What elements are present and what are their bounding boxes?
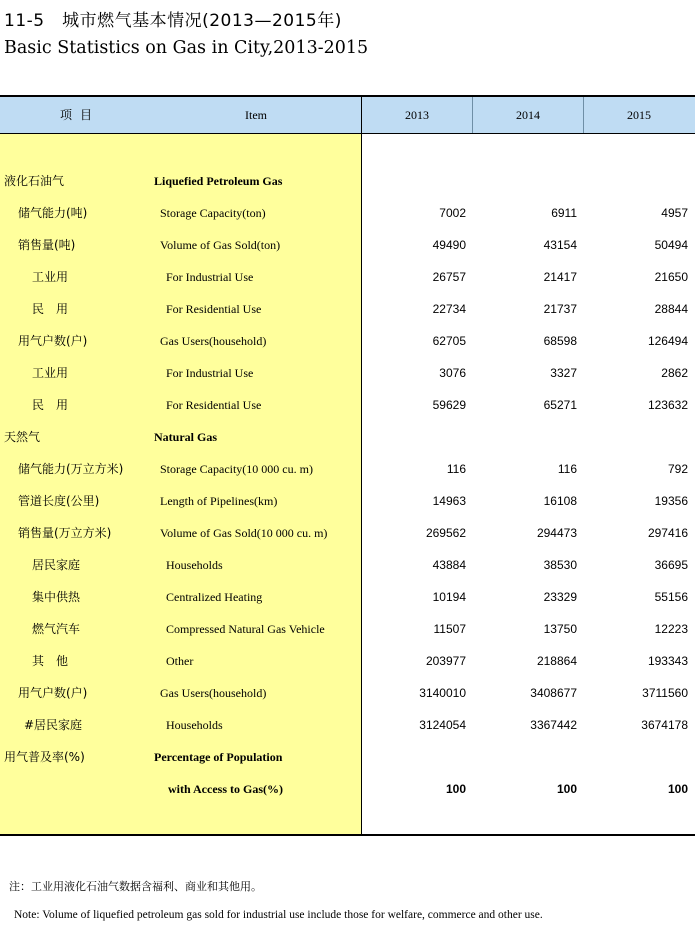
value-cell-2015: 36695	[654, 558, 688, 572]
row-label-cn: 民 用	[32, 398, 69, 412]
row-label-cn: 用气普及率(%)	[4, 750, 85, 764]
value-cell-2015: 123632	[647, 398, 688, 412]
value-cell-2015: 2862	[661, 366, 688, 380]
value-cell-2015	[585, 421, 688, 453]
page-title-en: Basic Statistics on Gas in City,2013-2015	[4, 38, 369, 58]
value-cell-2013: 11507	[433, 622, 466, 636]
table-row	[0, 357, 695, 389]
value-cell-2013: 3124054	[419, 718, 466, 732]
header-item-en: Item	[245, 108, 267, 122]
row-label-en: Compressed Natural Gas Vehicle	[166, 622, 325, 636]
row-label-cn: 储气能力(万立方米)	[18, 462, 124, 476]
row-label-cn: 其 他	[32, 654, 69, 668]
row-label-cn: #居民家庭	[24, 718, 83, 732]
table-row	[0, 613, 695, 645]
row-label-en: For Residential Use	[166, 302, 262, 316]
value-cell-2013: 14963	[432, 494, 466, 508]
header-year-2015: 2015	[627, 108, 651, 122]
footnote-en: Note: Volume of liquefied petroleum gas sold for industrial use include those for welfare, commerce and other use.	[14, 909, 543, 921]
row-label-en: Percentage of Population	[154, 750, 283, 764]
value-cell-2015: 3711560	[642, 686, 688, 700]
value-cell-2013	[362, 165, 466, 197]
value-cell-2015: 126494	[647, 334, 688, 348]
value-cell-2014: 68598	[543, 334, 577, 348]
header-year-2013: 2013	[405, 108, 429, 122]
row-label-cn: 民 用	[32, 302, 69, 316]
table-row	[0, 581, 695, 613]
value-cell-2014: 3408677	[530, 686, 577, 700]
row-label-en: with Access to Gas(%)	[168, 782, 283, 796]
table-row	[0, 293, 695, 325]
value-cell-2015: 193343	[647, 654, 688, 668]
table-row	[0, 261, 695, 293]
row-label-cn: 燃气汽车	[32, 622, 81, 636]
value-cell-2015: 19356	[654, 494, 688, 508]
value-cell-2013	[362, 741, 466, 773]
table-bottom-rule	[0, 834, 695, 836]
value-cell-2014: 21737	[543, 302, 577, 316]
table-row	[0, 741, 695, 773]
row-label-en: Storage Capacity(10 000 cu. m)	[160, 462, 313, 476]
value-cell-2014: 65271	[543, 398, 577, 412]
table-row	[0, 549, 695, 581]
gas-statistics-table	[0, 95, 695, 836]
value-cell-2013: 269562	[425, 526, 466, 540]
row-label-en: Gas Users(household)	[160, 334, 267, 348]
table-row	[0, 645, 695, 677]
header-item-cn: 项目	[59, 108, 100, 122]
value-cell-2015: 50494	[654, 238, 688, 252]
value-cell-2014: 218864	[536, 654, 577, 668]
value-cell-2013	[362, 421, 466, 453]
value-cell-2013: 10194	[432, 590, 466, 604]
value-cell-2014: 6911	[551, 206, 577, 220]
value-cell-2015: 297416	[647, 526, 688, 540]
value-cell-2014: 38530	[543, 558, 577, 572]
row-label-cn: 储气能力(吨)	[18, 206, 88, 220]
value-cell-2014: 116	[557, 462, 577, 476]
value-cell-2015: 100	[667, 782, 688, 796]
row-label-cn: 管道长度(公里)	[18, 494, 100, 508]
footnote-cn: 注：工业用液化石油气数据含福利、商业和其他用。	[9, 880, 262, 893]
table-row	[0, 453, 695, 485]
value-cell-2014	[474, 741, 577, 773]
value-cell-2014: 3367442	[530, 718, 577, 732]
table-row	[0, 485, 695, 517]
value-cell-2015: 792	[667, 462, 688, 476]
table-row	[0, 677, 695, 709]
table-row	[0, 517, 695, 549]
row-label-cn: 工业用	[32, 270, 69, 284]
row-label-cn: 工业用	[32, 366, 69, 380]
row-label-cn: 用气户数(户)	[18, 334, 88, 348]
table-row	[0, 325, 695, 357]
value-cell-2013: 62705	[432, 334, 466, 348]
header-year-2014: 2014	[516, 108, 540, 122]
row-label-en: Volume of Gas Sold(ton)	[160, 238, 281, 252]
header-rule	[0, 133, 695, 134]
value-cell-2014: 16108	[543, 494, 577, 508]
value-cell-2013: 116	[446, 462, 466, 476]
value-cell-2013: 203977	[425, 654, 466, 668]
row-label-cn: 销售量(万立方米)	[18, 526, 112, 540]
value-cell-2015: 21650	[654, 270, 688, 284]
value-cell-2013: 43884	[432, 558, 466, 572]
table-row	[0, 229, 695, 261]
table-row	[0, 709, 695, 741]
row-label-cn: 用气户数(户)	[18, 686, 88, 700]
row-label-en: Natural Gas	[154, 430, 217, 444]
row-label-en: For Industrial Use	[166, 366, 254, 380]
value-cell-2013: 22734	[432, 302, 466, 316]
row-label-en: Storage Capacity(ton)	[160, 206, 266, 220]
row-label-cn: 液化石油气	[4, 174, 65, 188]
value-cell-2015: 3674178	[641, 718, 688, 732]
value-cell-2015: 28844	[654, 302, 688, 316]
row-label-en: Households	[166, 718, 223, 732]
value-cell-2014: 43154	[543, 238, 577, 252]
value-cell-2015: 12223	[654, 622, 688, 636]
value-cell-2013: 59629	[432, 398, 466, 412]
row-label-en: Households	[166, 558, 223, 572]
row-label-en: For Residential Use	[166, 398, 262, 412]
row-label-en: For Industrial Use	[166, 270, 254, 284]
value-cell-2013: 3076	[439, 366, 466, 380]
table-row	[0, 165, 695, 197]
row-label-cn: 居民家庭	[32, 558, 81, 572]
value-cell-2013: 26757	[432, 270, 466, 284]
value-cell-2015	[585, 165, 688, 197]
value-cell-2013: 3140010	[419, 686, 466, 700]
row-label-en: Other	[166, 654, 194, 668]
row-label-cn: 销售量(吨)	[18, 238, 76, 252]
table-row	[0, 197, 695, 229]
value-cell-2014	[474, 165, 577, 197]
row-label-cn: 集中供热	[32, 590, 81, 604]
value-cell-2013: 100	[445, 782, 466, 796]
row-label-en: Centralized Heating	[166, 590, 263, 604]
value-cell-2013: 49490	[432, 238, 466, 252]
value-cell-2015: 4957	[661, 206, 688, 220]
value-cell-2015	[585, 741, 688, 773]
value-cell-2014: 13750	[543, 622, 577, 636]
value-cell-2014: 294473	[536, 526, 577, 540]
value-cell-2014: 23329	[543, 590, 577, 604]
value-cell-2014: 100	[556, 782, 577, 796]
row-label-en: Liquefied Petroleum Gas	[154, 174, 283, 188]
row-label-en: Length of Pipelines(km)	[160, 494, 278, 508]
value-cell-2014	[474, 421, 577, 453]
value-cell-2015: 55156	[654, 590, 688, 604]
table-row	[0, 773, 695, 805]
row-label-en: Gas Users(household)	[160, 686, 267, 700]
row-label-en: Volume of Gas Sold(10 000 cu. m)	[160, 526, 328, 540]
value-cell-2014: 21417	[543, 270, 577, 284]
value-cell-2014: 3327	[550, 366, 577, 380]
page-title-cn: 11-5 城市燃气基本情况(2013—2015年)	[4, 11, 342, 31]
row-label-cn: 天然气	[4, 430, 41, 444]
table-row	[0, 421, 695, 453]
table-row	[0, 389, 695, 421]
value-cell-2013: 7002	[439, 206, 466, 220]
